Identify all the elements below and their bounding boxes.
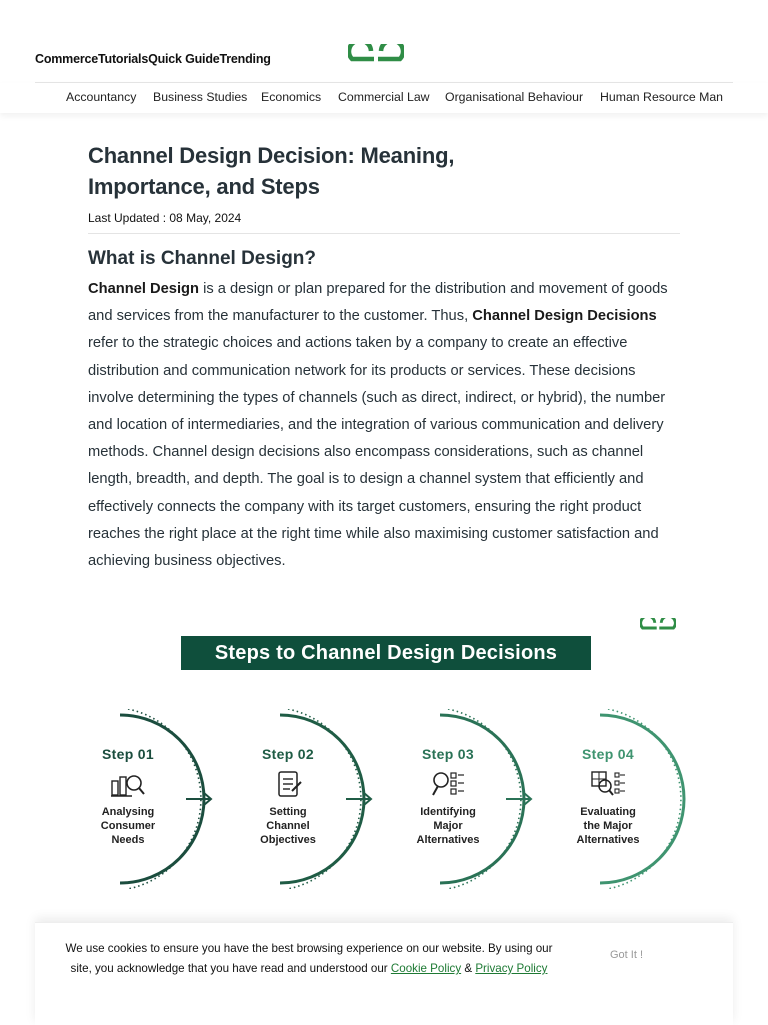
objectives-checklist-icon — [270, 769, 306, 799]
last-updated: Last Updated : 08 May, 2024 — [88, 211, 680, 234]
paragraph-text-1: is a design or plan prepared for the distribution and movement of goods and services from the manufacturer to the customer. Thus, — [88, 281, 668, 325]
step-4-caption: Evaluating the Major Alternatives — [576, 806, 640, 846]
cookie-amp: & — [461, 962, 476, 975]
category-commercial-law[interactable]: Commercial Law — [338, 90, 430, 104]
nav-trending[interactable]: Trending — [219, 52, 271, 66]
step-2-label: Step 02 — [262, 746, 314, 762]
cookie-policy-link[interactable]: Cookie Policy — [390, 962, 462, 975]
step-4-label: Step 04 — [582, 746, 634, 762]
evaluation-grid-icon — [590, 769, 626, 799]
step-3 — [398, 709, 548, 889]
step-4 — [558, 709, 708, 889]
consumer-analysis-icon — [110, 769, 146, 799]
privacy-policy-link[interactable]: Privacy Policy — [475, 962, 548, 975]
cookie-line-1: We use cookies to ensure you have the best browsing experience on our website. By using our — [65, 942, 553, 955]
step-2-caption: Setting Channel Objectives — [260, 806, 316, 846]
page-title — [88, 140, 680, 202]
step-3-caption: Identifying Major Alternatives — [416, 806, 480, 846]
top-nav — [35, 52, 271, 66]
article-paragraph — [88, 276, 680, 575]
category-accountancy[interactable]: Accountancy — [66, 90, 137, 104]
step-3-label: Step 03 — [422, 746, 474, 762]
got-it-button[interactable]: Got It ! — [610, 949, 644, 961]
step-1-label: Step 01 — [102, 746, 154, 762]
category-business-studies[interactable]: Business Studies — [153, 90, 248, 104]
alternatives-search-icon — [430, 769, 466, 799]
step-2-arc — [238, 709, 388, 889]
nav-commerce[interactable]: Commerce — [35, 52, 99, 66]
step-3-arc — [398, 709, 548, 889]
nav-tutorials[interactable]: Tutorials — [98, 52, 149, 66]
category-nav — [0, 83, 768, 113]
title-line-2: Importance, and Steps — [88, 174, 320, 199]
nav-quick-guide[interactable]: Quick Guide — [148, 52, 220, 66]
paragraph-text-2: refer to the strategic choices and actions taken by a company to create an effective distribution and communication network for its products or services. These decisions involve determining the types of channels (such as direct, indirect, or hybrid), the number and location of intermediaries, and the integration of various communication and delivery methods. Channel design decisions also encompass considerations, such as channel length, breadth, and depth. The goal is to design a channel system that efficiently and effectively connects the company with its target customers, ensuring the right product reaches the right place at the right time while also maximising customer satisfaction and achieving business objectives. — [88, 335, 666, 570]
term-channel-design-decisions: Channel Design Decisions — [472, 308, 657, 325]
category-human-resource[interactable]: Human Resource Man — [600, 90, 724, 104]
top-bar — [0, 0, 768, 82]
step-1 — [78, 709, 228, 889]
cookie-message — [59, 939, 559, 979]
figure-banner: Steps to Channel Design Decisions — [181, 636, 591, 670]
steps-figure — [88, 614, 680, 892]
cookie-banner — [35, 922, 733, 1025]
category-economics[interactable]: Economics — [261, 90, 322, 104]
section-heading: What is Channel Design? — [88, 248, 317, 269]
category-organisational-behaviour[interactable]: Organisational Behaviour — [445, 90, 584, 104]
step-4-arc — [558, 709, 708, 889]
cookie-line-2: site, you acknowledge that you have read and understood our — [70, 962, 391, 975]
step-1-caption: Analysing Consumer Needs — [100, 806, 156, 846]
gfg-logo-icon[interactable] — [348, 44, 404, 74]
gfg-figure-logo-icon — [640, 618, 676, 638]
title-line-1: Channel Design Decision: Meaning, — [88, 143, 455, 168]
step-2 — [238, 709, 388, 889]
article — [88, 140, 680, 575]
term-channel-design: Channel Design — [88, 281, 199, 297]
step-1-arc — [78, 709, 228, 889]
